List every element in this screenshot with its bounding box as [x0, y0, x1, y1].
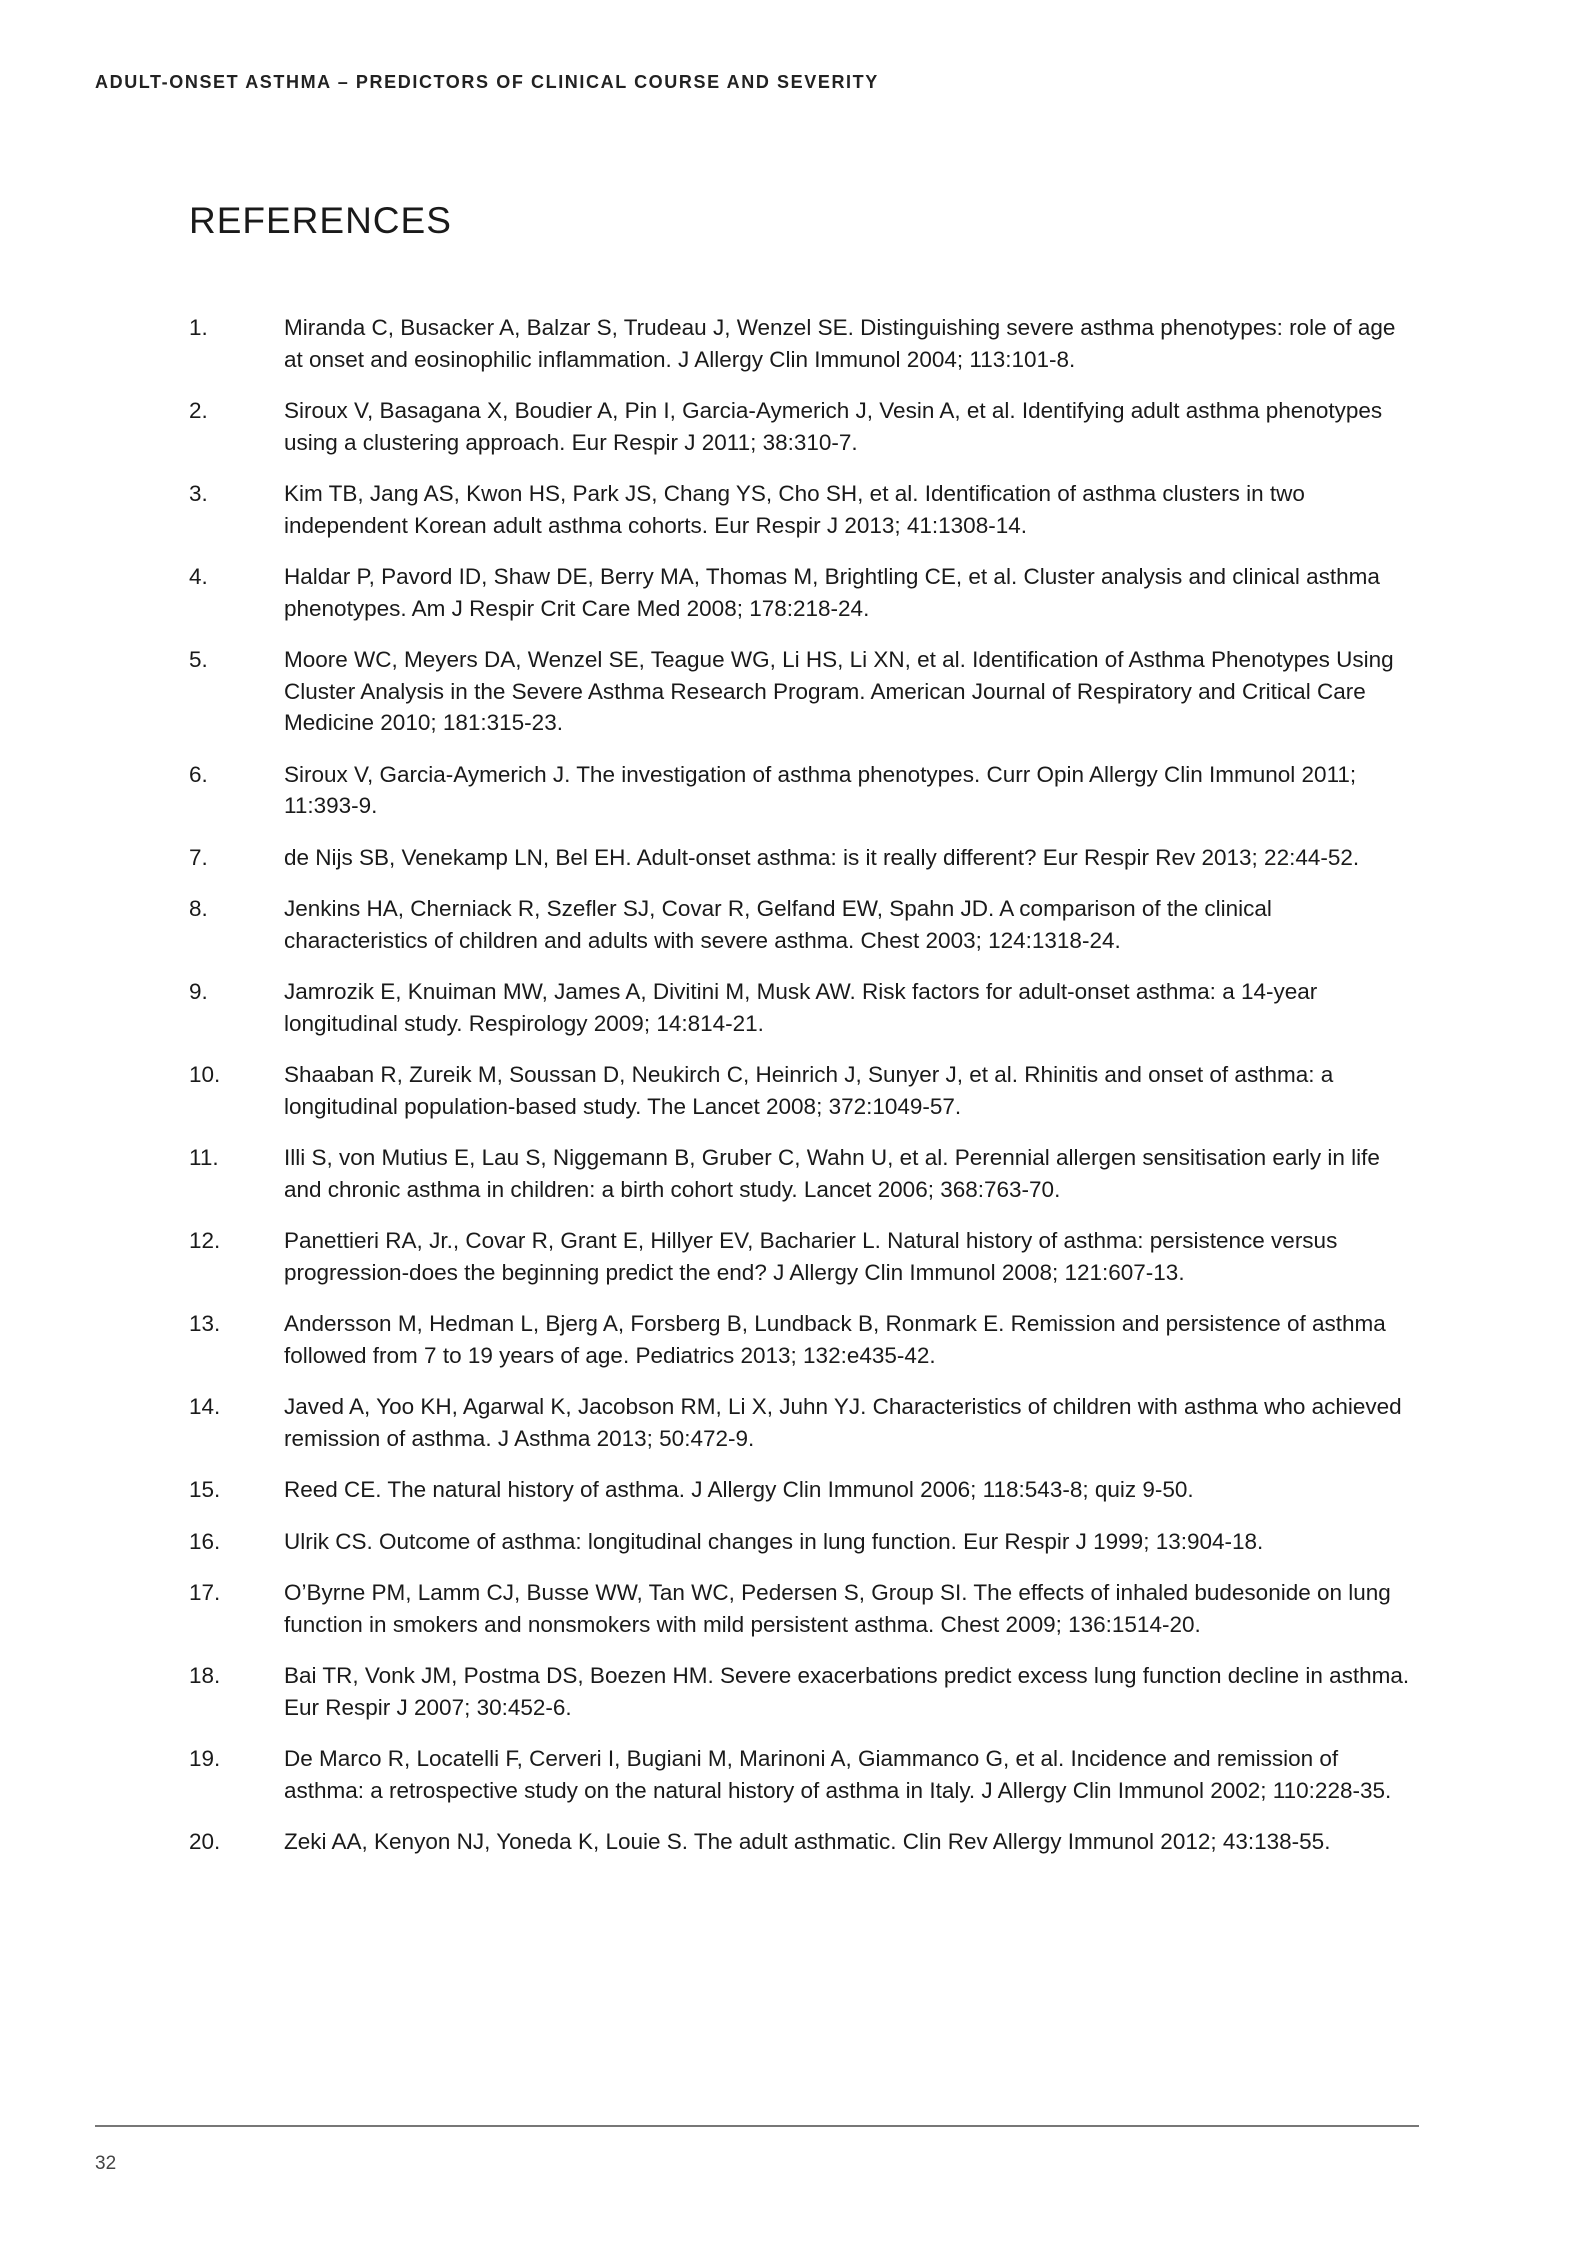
reference-number: 6. — [189, 761, 208, 787]
reference-item — [189, 842, 1419, 874]
reference-item — [189, 1142, 1419, 1205]
reference-text: de Nijs SB, Venekamp LN, Bel EH. Adult-onset asthma: is it really different? Eur Respir Rev 2013; 22:44-52. — [284, 844, 1360, 870]
reference-number: 17. — [189, 1580, 221, 1605]
reference-item — [189, 1526, 1419, 1558]
reference-number: 2. — [189, 398, 208, 423]
reference-text: Illi S, von Mutius E, Lau S, Niggemann B, Gruber C, Wahn U, et al. Perennial allergen sensitisation early in life and chronic asthma in children: a birth cohort study. Lancet 2006; 368:763-70. — [284, 1145, 1380, 1202]
reference-number: 1. — [189, 315, 208, 340]
reference-item — [189, 1391, 1419, 1454]
reference-item — [189, 1225, 1419, 1288]
reference-item — [189, 312, 1419, 375]
reference-item — [189, 1308, 1419, 1371]
reference-item — [189, 644, 1419, 739]
reference-text: Reed CE. The natural history of asthma. J Allergy Clin Immunol 2006; 118:543-8; quiz 9-50. — [284, 1477, 1194, 1502]
reference-list — [189, 312, 1419, 1878]
reference-text: Jenkins HA, Cherniack R, Szefler SJ, Covar R, Gelfand EW, Spahn JD. A comparison of the clinical characteristics of children and adults with severe asthma. Chest 2003; 124:1318-24. — [284, 896, 1272, 953]
reference-text: Shaaban R, Zureik M, Soussan D, Neukirch C, Heinrich J, Sunyer J, et al. Rhinitis and onset of asthma: a longitudinal population-based study. The Lancet 2008; 372:1049-57. — [284, 1062, 1334, 1119]
reference-number: 10. — [189, 1062, 221, 1087]
reference-text: Kim TB, Jang AS, Kwon HS, Park JS, Chang YS, Cho SH, et al. Identification of asthma clusters in two independent Korean adult asthma cohorts. Eur Respir J 2013; 41:1308-14. — [284, 481, 1305, 538]
reference-item — [189, 1660, 1419, 1723]
reference-item — [189, 893, 1419, 956]
reference-text: Siroux V, Garcia-Aymerich J. The investigation of asthma phenotypes. Curr Opin Allergy Clin Immunol 2011; 11:393-9. — [284, 761, 1357, 818]
reference-text: Panettieri RA, Jr., Covar R, Grant E, Hillyer EV, Bacharier L. Natural history of asthma: persistence versus progression-does the beginning predict the end? J Allergy Clin Immunol 2008; 121:607-13. — [284, 1228, 1338, 1285]
reference-text: Bai TR, Vonk JM, Postma DS, Boezen HM. Severe exacerbations predict excess lung function decline in asthma. Eur Respir J 2007; 30:452-6. — [284, 1663, 1410, 1720]
reference-text: Siroux V, Basagana X, Boudier A, Pin I, Garcia-Aymerich J, Vesin A, et al. Identifying adult asthma phenotypes using a clustering approach. Eur Respir J 2011; 38:310-7. — [284, 398, 1383, 455]
reference-item — [189, 478, 1419, 541]
reference-number: 20. — [189, 1829, 221, 1854]
reference-item — [189, 1474, 1419, 1506]
reference-number: 14. — [189, 1394, 221, 1419]
reference-number: 9. — [189, 979, 208, 1004]
reference-text: Haldar P, Pavord ID, Shaw DE, Berry MA, Thomas M, Brightling CE, et al. Cluster analysis and clinical asthma phenotypes. Am J Respir Crit Care Med 2008; 178:218-24. — [284, 564, 1380, 621]
reference-number: 19. — [189, 1746, 221, 1771]
reference-text: Miranda C, Busacker A, Balzar S, Trudeau J, Wenzel SE. Distinguishing severe asthma phenotypes: role of age at onset and eosinophilic inflammation. J Allergy Clin Immunol 2004; 113:101-8. — [284, 315, 1396, 372]
reference-text: De Marco R, Locatelli F, Cerveri I, Bugiani M, Marinoni A, Giammanco G, et al. Incidence and remission of asthma: a retrospective study on the natural history of asthma in Italy. J Allergy Clin Immunol 2002; 110:228-35. — [284, 1746, 1392, 1803]
reference-item — [189, 976, 1419, 1039]
reference-item — [189, 1577, 1419, 1640]
reference-item — [189, 561, 1419, 624]
reference-text: Jamrozik E, Knuiman MW, James A, Divitini M, Musk AW. Risk factors for adult-onset asthma: a 14-year longitudinal study. Respirology 2009; 14:814-21. — [284, 979, 1318, 1036]
reference-item — [189, 1743, 1419, 1806]
reference-item — [189, 1059, 1419, 1122]
reference-number: 8. — [189, 896, 208, 921]
reference-number: 12. — [189, 1228, 221, 1253]
reference-number: 3. — [189, 481, 208, 506]
reference-number: 11. — [189, 1145, 219, 1170]
reference-number: 4. — [189, 564, 208, 589]
reference-text: Ulrik CS. Outcome of asthma: longitudinal changes in lung function. Eur Respir J 1999; 13:904-18. — [284, 1528, 1264, 1554]
reference-number: 5. — [189, 647, 208, 672]
reference-text: Moore WC, Meyers DA, Wenzel SE, Teague WG, Li HS, Li XN, et al. Identification of Asthma Phenotypes Using Cluster Analysis in the Severe Asthma Research Program. American Journal of Respiratory and Critical Care Medicine 2010; 181:315-23. — [284, 647, 1394, 735]
reference-text: Zeki AA, Kenyon NJ, Yoneda K, Louie S. The adult asthmatic. Clin Rev Allergy Immunol 2012; 43:138-55. — [284, 1829, 1331, 1854]
reference-item — [189, 395, 1419, 458]
reference-number: 16. — [189, 1528, 221, 1554]
reference-number: 15. — [189, 1477, 221, 1502]
reference-item — [189, 759, 1419, 822]
reference-text: Andersson M, Hedman L, Bjerg A, Forsberg B, Lundback B, Ronmark E. Remission and persistence of asthma followed from 7 to 19 years of age. Pediatrics 2013; 132:e435-42. — [284, 1311, 1386, 1368]
section-title: REFERENCES — [189, 200, 452, 241]
reference-text: O’Byrne PM, Lamm CJ, Busse WW, Tan WC, Pedersen S, Group SI. The effects of inhaled budesonide on lung function in smokers and nonsmokers with mild persistent asthma. Chest 2009; 136:1514-20. — [284, 1580, 1391, 1637]
footer-divider — [95, 2125, 1419, 2127]
reference-text: Javed A, Yoo KH, Agarwal K, Jacobson RM, Li X, Juhn YJ. Characteristics of children with asthma who achieved remission of asthma. J Asthma 2013; 50:472-9. — [284, 1394, 1402, 1451]
reference-number: 7. — [189, 844, 208, 870]
reference-number: 13. — [189, 1311, 221, 1336]
reference-number: 18. — [189, 1663, 221, 1688]
running-header: ADULT-ONSET ASTHMA – PREDICTORS OF CLINICAL COURSE AND SEVERITY — [95, 72, 879, 92]
reference-item — [189, 1826, 1419, 1858]
page-number: 32 — [95, 2153, 117, 2174]
